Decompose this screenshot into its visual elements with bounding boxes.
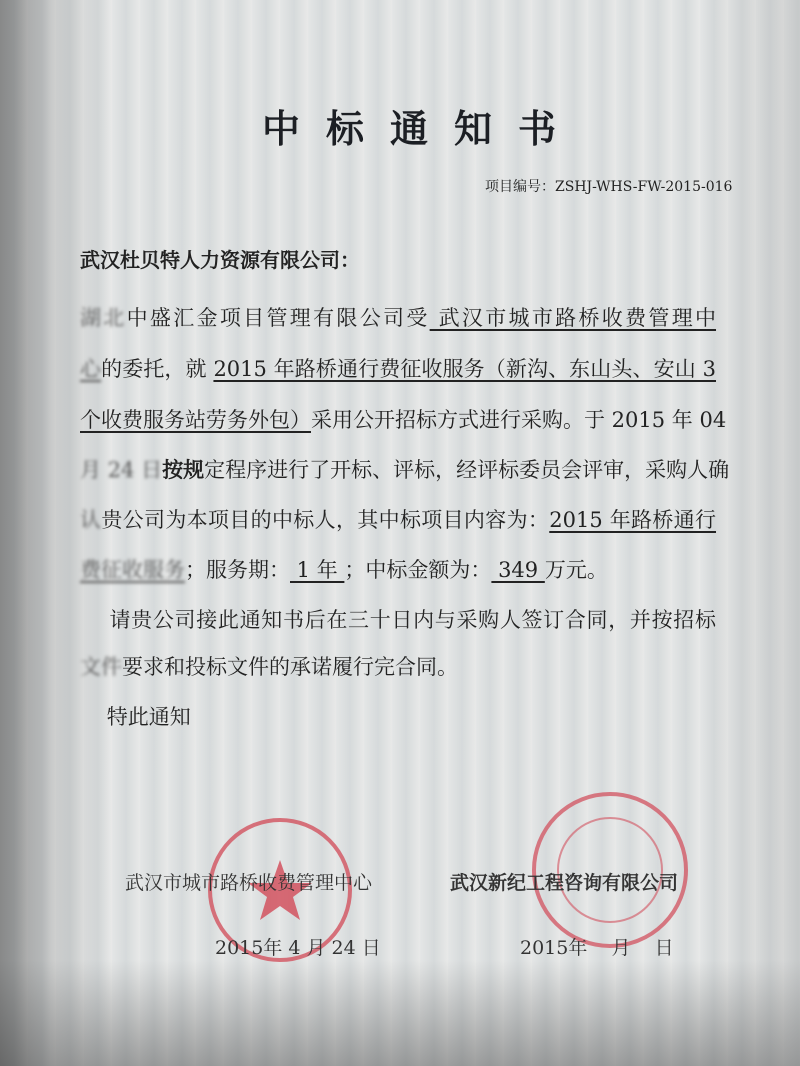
left-signatory-org: 武汉市城市路桥收费管理中心: [125, 872, 373, 894]
body-line: [80, 406, 727, 434]
body-text: 按规: [162, 457, 205, 482]
project-number: [485, 176, 732, 196]
body-text: 万元。: [544, 558, 608, 582]
body-line: [80, 355, 716, 383]
body-line: [80, 606, 716, 634]
body-text: 认: [80, 508, 102, 532]
body-text: 中盛汇金项目管理有限公司受: [126, 306, 430, 330]
filled-field: 2015 年路桥通行: [549, 508, 717, 532]
body-line: [80, 506, 716, 534]
body-text: 的委托，就: [101, 357, 214, 381]
filled-field: 心: [80, 357, 102, 381]
body-line: [80, 653, 716, 681]
filled-field: 1 年: [290, 558, 345, 582]
body-text: 湖北: [80, 306, 127, 330]
body-line: [80, 703, 716, 731]
body-text: 特此通知: [80, 705, 191, 729]
filled-field: 349: [491, 558, 545, 582]
document-title: 中标通知书: [262, 107, 583, 151]
filled-field: 2015 年路桥通行费征收服务（新沟、东山头、安山 3: [213, 357, 716, 381]
body-line: [80, 304, 716, 332]
project-number-label: 项目编号：: [485, 179, 555, 195]
right-signatory-date: 2015年 月 日: [520, 937, 674, 959]
body-text: 月 24 日: [80, 458, 163, 482]
filled-field: 费征收服务: [80, 558, 185, 582]
body-text: 定程序进行了开标、评标，经评标委员会评审，采购人确: [204, 458, 730, 482]
addressee: 武汉杜贝特人力资源有限公司：: [80, 248, 360, 272]
body-text: 采用公开招标方式进行采购。于 2015 年 04: [311, 408, 727, 432]
body-text: ；服务期：: [185, 558, 290, 582]
right-signatory-org: 武汉新纪工程咨询有限公司: [450, 872, 679, 894]
body-text: 贵公司为本项目的中标人，其中标项目内容为：: [101, 508, 550, 532]
body-text: 文件: [80, 655, 122, 679]
project-number-value: ZSHJ-WHS-FW-2015-016: [555, 179, 733, 195]
body-line: [80, 456, 730, 484]
body-text: 请贵公司接此通知书后在三十日内与采购人签订合同，并按招标: [80, 608, 716, 632]
body-text: 要求和投标文件的承诺履行完合同。: [122, 655, 458, 679]
left-signatory-date: 2015年 4 月 24 日: [215, 937, 381, 959]
body-line: [80, 556, 716, 584]
filled-field: 武汉市城市路桥收费管理中: [429, 306, 717, 330]
body-text: ；中标金额为：: [344, 558, 492, 582]
filled-field: 个收费服务站劳务外包）: [80, 408, 311, 432]
